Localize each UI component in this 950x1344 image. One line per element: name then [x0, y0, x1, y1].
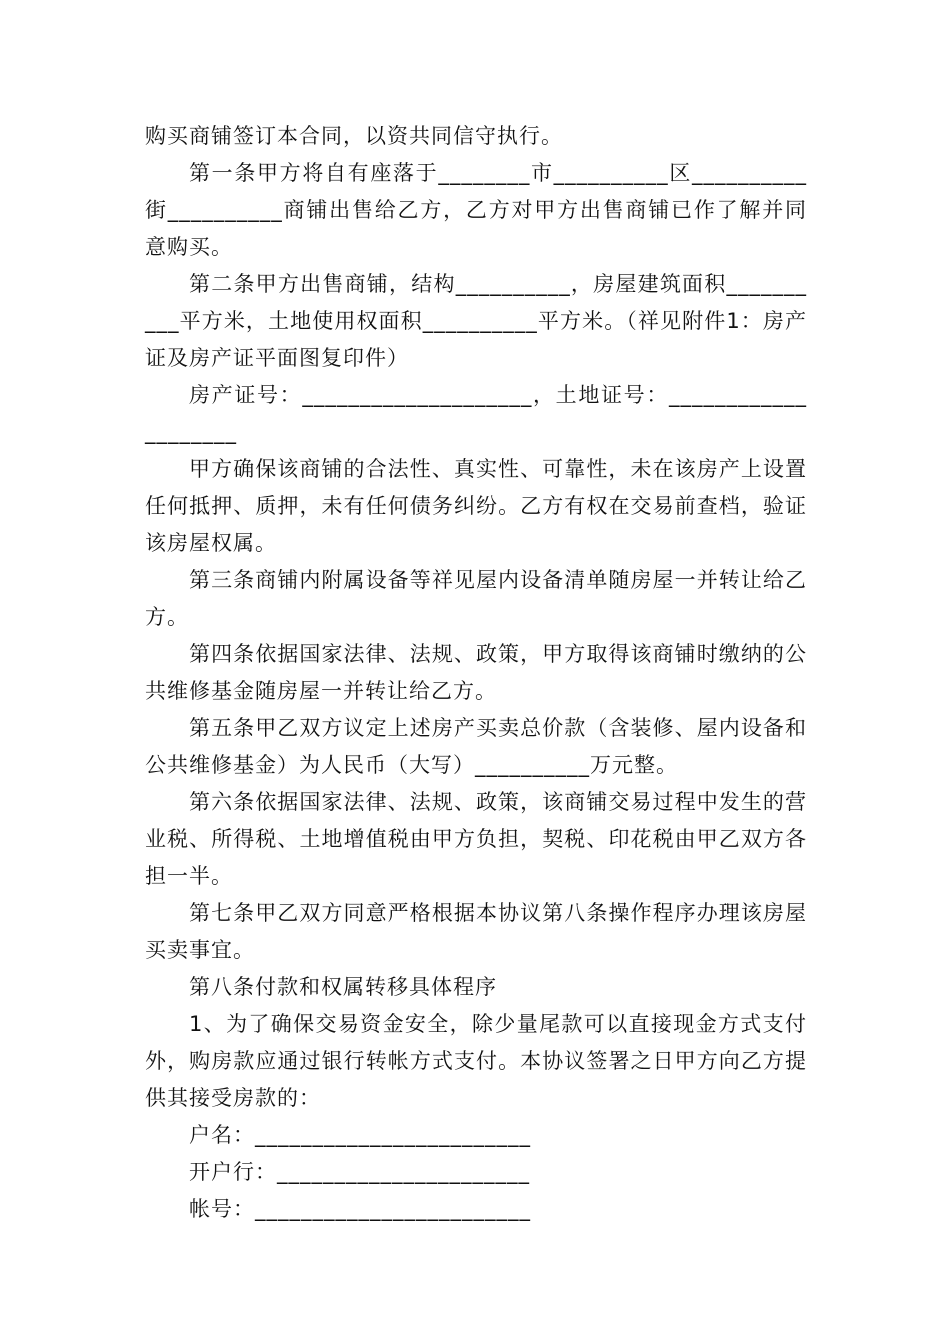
account-name-field: 户名：________________________	[189, 1123, 531, 1147]
account-number-field: 帐号：________________________	[189, 1197, 531, 1221]
certificate-numbers: 房产证号：____________________，土地证号：____________________	[145, 383, 807, 444]
paragraph-intro-continuation: 购买商铺签订本合同，以资共同信守执行。	[145, 124, 563, 148]
article-8-heading: 第八条付款和权属转移具体程序	[189, 975, 497, 999]
article-1: 第一条甲方将自有座落于________市__________区__________街__________商铺出售给乙方，乙方对甲方出售商铺已作了解并同意购买。	[145, 161, 807, 259]
article-4: 第四条依据国家法律、法规、政策，甲方取得该商铺时缴纳的公共维修基金随房屋一并转让给乙方。	[145, 642, 807, 703]
article-5: 第五条甲乙双方议定上述房产买卖总价款（含装修、屋内设备和公共维修基金）为人民币（大写）__________万元整。	[145, 716, 807, 777]
contract-body	[145, 118, 807, 1228]
article-3: 第三条商铺内附属设备等祥见屋内设备清单随房屋一并转让给乙方。	[145, 568, 807, 629]
article-8-item-1: 1、为了确保交易资金安全，除少量尾款可以直接现金方式支付外，购房款应通过银行转帐方式支付。本协议签署之日甲方向乙方提供其接受房款的：	[145, 1012, 807, 1110]
bank-branch-field: 开户行：______________________	[189, 1160, 530, 1184]
article-6: 第六条依据国家法律、法规、政策，该商铺交易过程中发生的营业税、所得税、土地增值税由甲方负担，契税、印花税由甲乙双方各担一半。	[145, 790, 807, 888]
article-7: 第七条甲乙双方同意严格根据本协议第八条操作程序办理该房屋买卖事宜。	[145, 901, 807, 962]
seller-guarantee: 甲方确保该商铺的合法性、真实性、可靠性，未在该房产上设置任何抵押、质押，未有任何债务纠纷。乙方有权在交易前查档，验证该房屋权属。	[145, 457, 807, 555]
article-2: 第二条甲方出售商铺，结构__________，房屋建筑面积__________平方米，土地使用权面积__________平方米。（祥见附件1：房产证及房产证平面图复印件）	[145, 272, 807, 370]
